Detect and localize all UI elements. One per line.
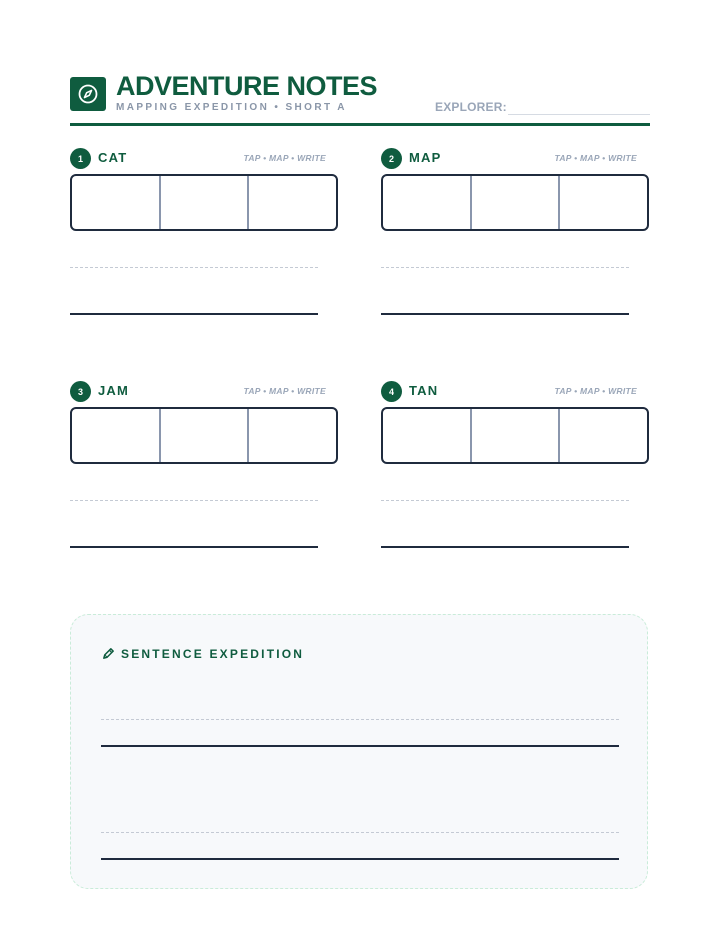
writing-line[interactable]: [70, 313, 318, 315]
sound-box[interactable]: [470, 176, 559, 229]
writing-line[interactable]: [381, 313, 629, 315]
sound-box[interactable]: [159, 409, 248, 462]
explorer-name-field[interactable]: [508, 114, 650, 115]
dotted-guide-line: [381, 500, 629, 501]
word-instructions: TAP • MAP • WRITE: [243, 386, 326, 396]
sound-box[interactable]: [558, 409, 647, 462]
sound-box[interactable]: [72, 176, 159, 229]
word-card-header: [381, 381, 649, 403]
word-label: JAM: [98, 383, 130, 398]
word-number-badge: 3: [70, 381, 91, 402]
word-card-header: [70, 381, 338, 403]
sentence-expedition-panel: [70, 614, 648, 889]
word-label: MAP: [409, 150, 442, 165]
sound-box[interactable]: [470, 409, 559, 462]
word-card-header: [70, 148, 338, 170]
sound-boxes: [70, 174, 338, 231]
sound-box[interactable]: [159, 176, 248, 229]
page-subtitle: MAPPING EXPEDITION • SHORT A: [116, 102, 347, 113]
worksheet-header: [70, 70, 650, 130]
sound-boxes: [381, 174, 649, 231]
word-instructions: TAP • MAP • WRITE: [554, 153, 637, 163]
page-title: ADVENTURE NOTES: [116, 71, 378, 101]
header-divider: [70, 123, 650, 126]
sentence-writing-line[interactable]: [101, 858, 619, 860]
sound-box[interactable]: [247, 409, 336, 462]
word-number-badge: 2: [381, 148, 402, 169]
sentence-section-title: SENTENCE EXPEDITION: [121, 647, 305, 661]
sound-box[interactable]: [383, 409, 470, 462]
word-number-badge: 4: [381, 381, 402, 402]
dotted-guide-line: [101, 832, 619, 833]
word-card-jam: [70, 381, 338, 561]
compass-icon: [70, 77, 106, 111]
dotted-guide-line: [381, 267, 629, 268]
explorer-label: EXPLORER:: [435, 100, 507, 114]
sound-box[interactable]: [247, 176, 336, 229]
word-label: CAT: [98, 150, 128, 165]
pencil-icon: [101, 646, 116, 661]
word-instructions: TAP • MAP • WRITE: [243, 153, 326, 163]
word-card-cat: [70, 148, 338, 328]
word-card-map: [381, 148, 649, 328]
word-instructions: TAP • MAP • WRITE: [554, 386, 637, 396]
sound-box[interactable]: [558, 176, 647, 229]
sound-box[interactable]: [383, 176, 470, 229]
sentence-writing-line[interactable]: [101, 745, 619, 747]
dotted-guide-line: [70, 267, 318, 268]
sound-box[interactable]: [72, 409, 159, 462]
sound-boxes: [70, 407, 338, 464]
word-number-badge: 1: [70, 148, 91, 169]
dotted-guide-line: [101, 719, 619, 720]
word-card-tan: [381, 381, 649, 561]
word-card-header: [381, 148, 649, 170]
dotted-guide-line: [70, 500, 318, 501]
writing-line[interactable]: [70, 546, 318, 548]
sound-boxes: [381, 407, 649, 464]
word-label: TAN: [409, 383, 439, 398]
writing-line[interactable]: [381, 546, 629, 548]
